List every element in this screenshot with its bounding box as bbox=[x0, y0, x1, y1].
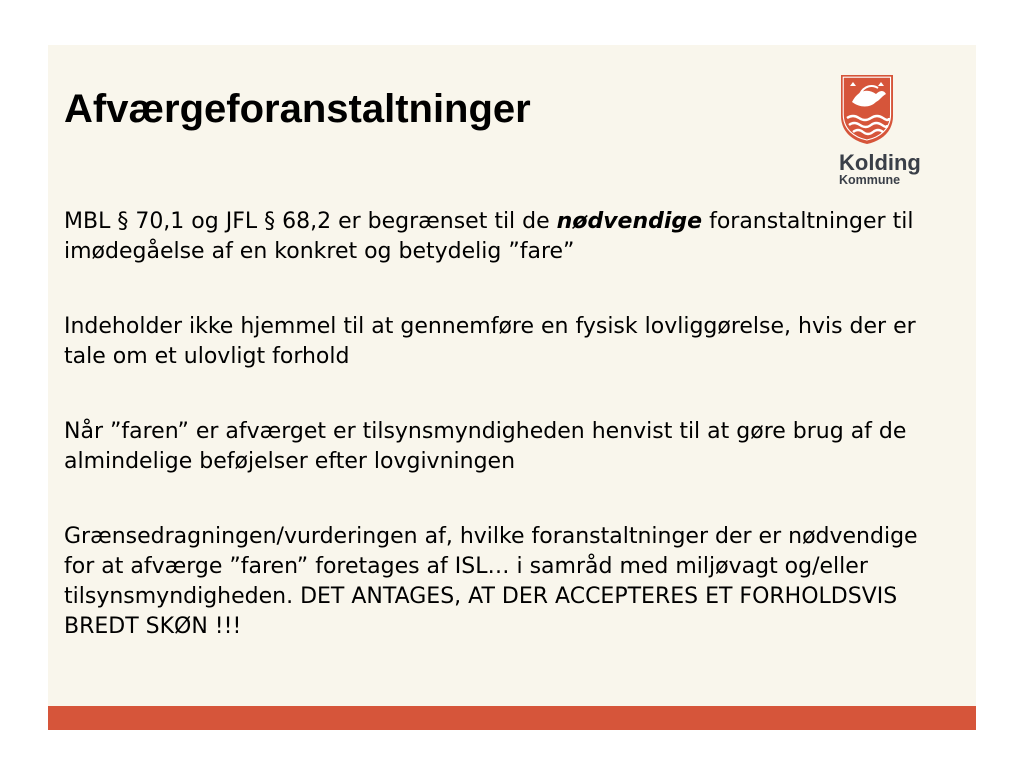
paragraph-1 bbox=[64, 207, 954, 267]
slide bbox=[48, 45, 976, 730]
paragraph-1-emphasis: nødvendige bbox=[556, 209, 703, 234]
slide-title: Afværgeforanstaltninger bbox=[64, 87, 531, 131]
paragraph-2: Indeholder ikke hjemmel til at gennemføre en fysisk lovliggørelse, hvis der er tale om et ulovligt forhold bbox=[64, 314, 916, 369]
paragraph-4: Grænsedragningen/vurderingen af, hvilke foranstaltninger der er nødvendige for at afværge ”faren” foretages af ISL… i samråd med miljøvagt og/eller tilsynsmyndigheden. DET ANTAGES, AT DER ACCEPTERES ET FORHOLDSVIS BREDT SKØN !!! bbox=[64, 524, 918, 639]
logo-subtitle: Kommune bbox=[839, 173, 901, 187]
paragraph-3: Når ”faren” er afværget er tilsynsmyndigheden henvist til at gøre brug af de almindelige beføjelser efter lovgivningen bbox=[64, 419, 907, 474]
slide-body bbox=[64, 207, 954, 687]
paragraph-1-text-after: foranstaltninger til imødegåelse af en konkret og betydelig ”fare” bbox=[64, 209, 914, 264]
coat-of-arms-icon bbox=[838, 72, 896, 146]
paragraph-1-text-before: MBL § 70,1 og JFL § 68,2 er begrænset til de bbox=[64, 209, 557, 234]
logo-name: Kolding bbox=[839, 150, 921, 175]
footer-accent-bar bbox=[48, 706, 976, 730]
kolding-kommune-logo bbox=[838, 72, 950, 188]
